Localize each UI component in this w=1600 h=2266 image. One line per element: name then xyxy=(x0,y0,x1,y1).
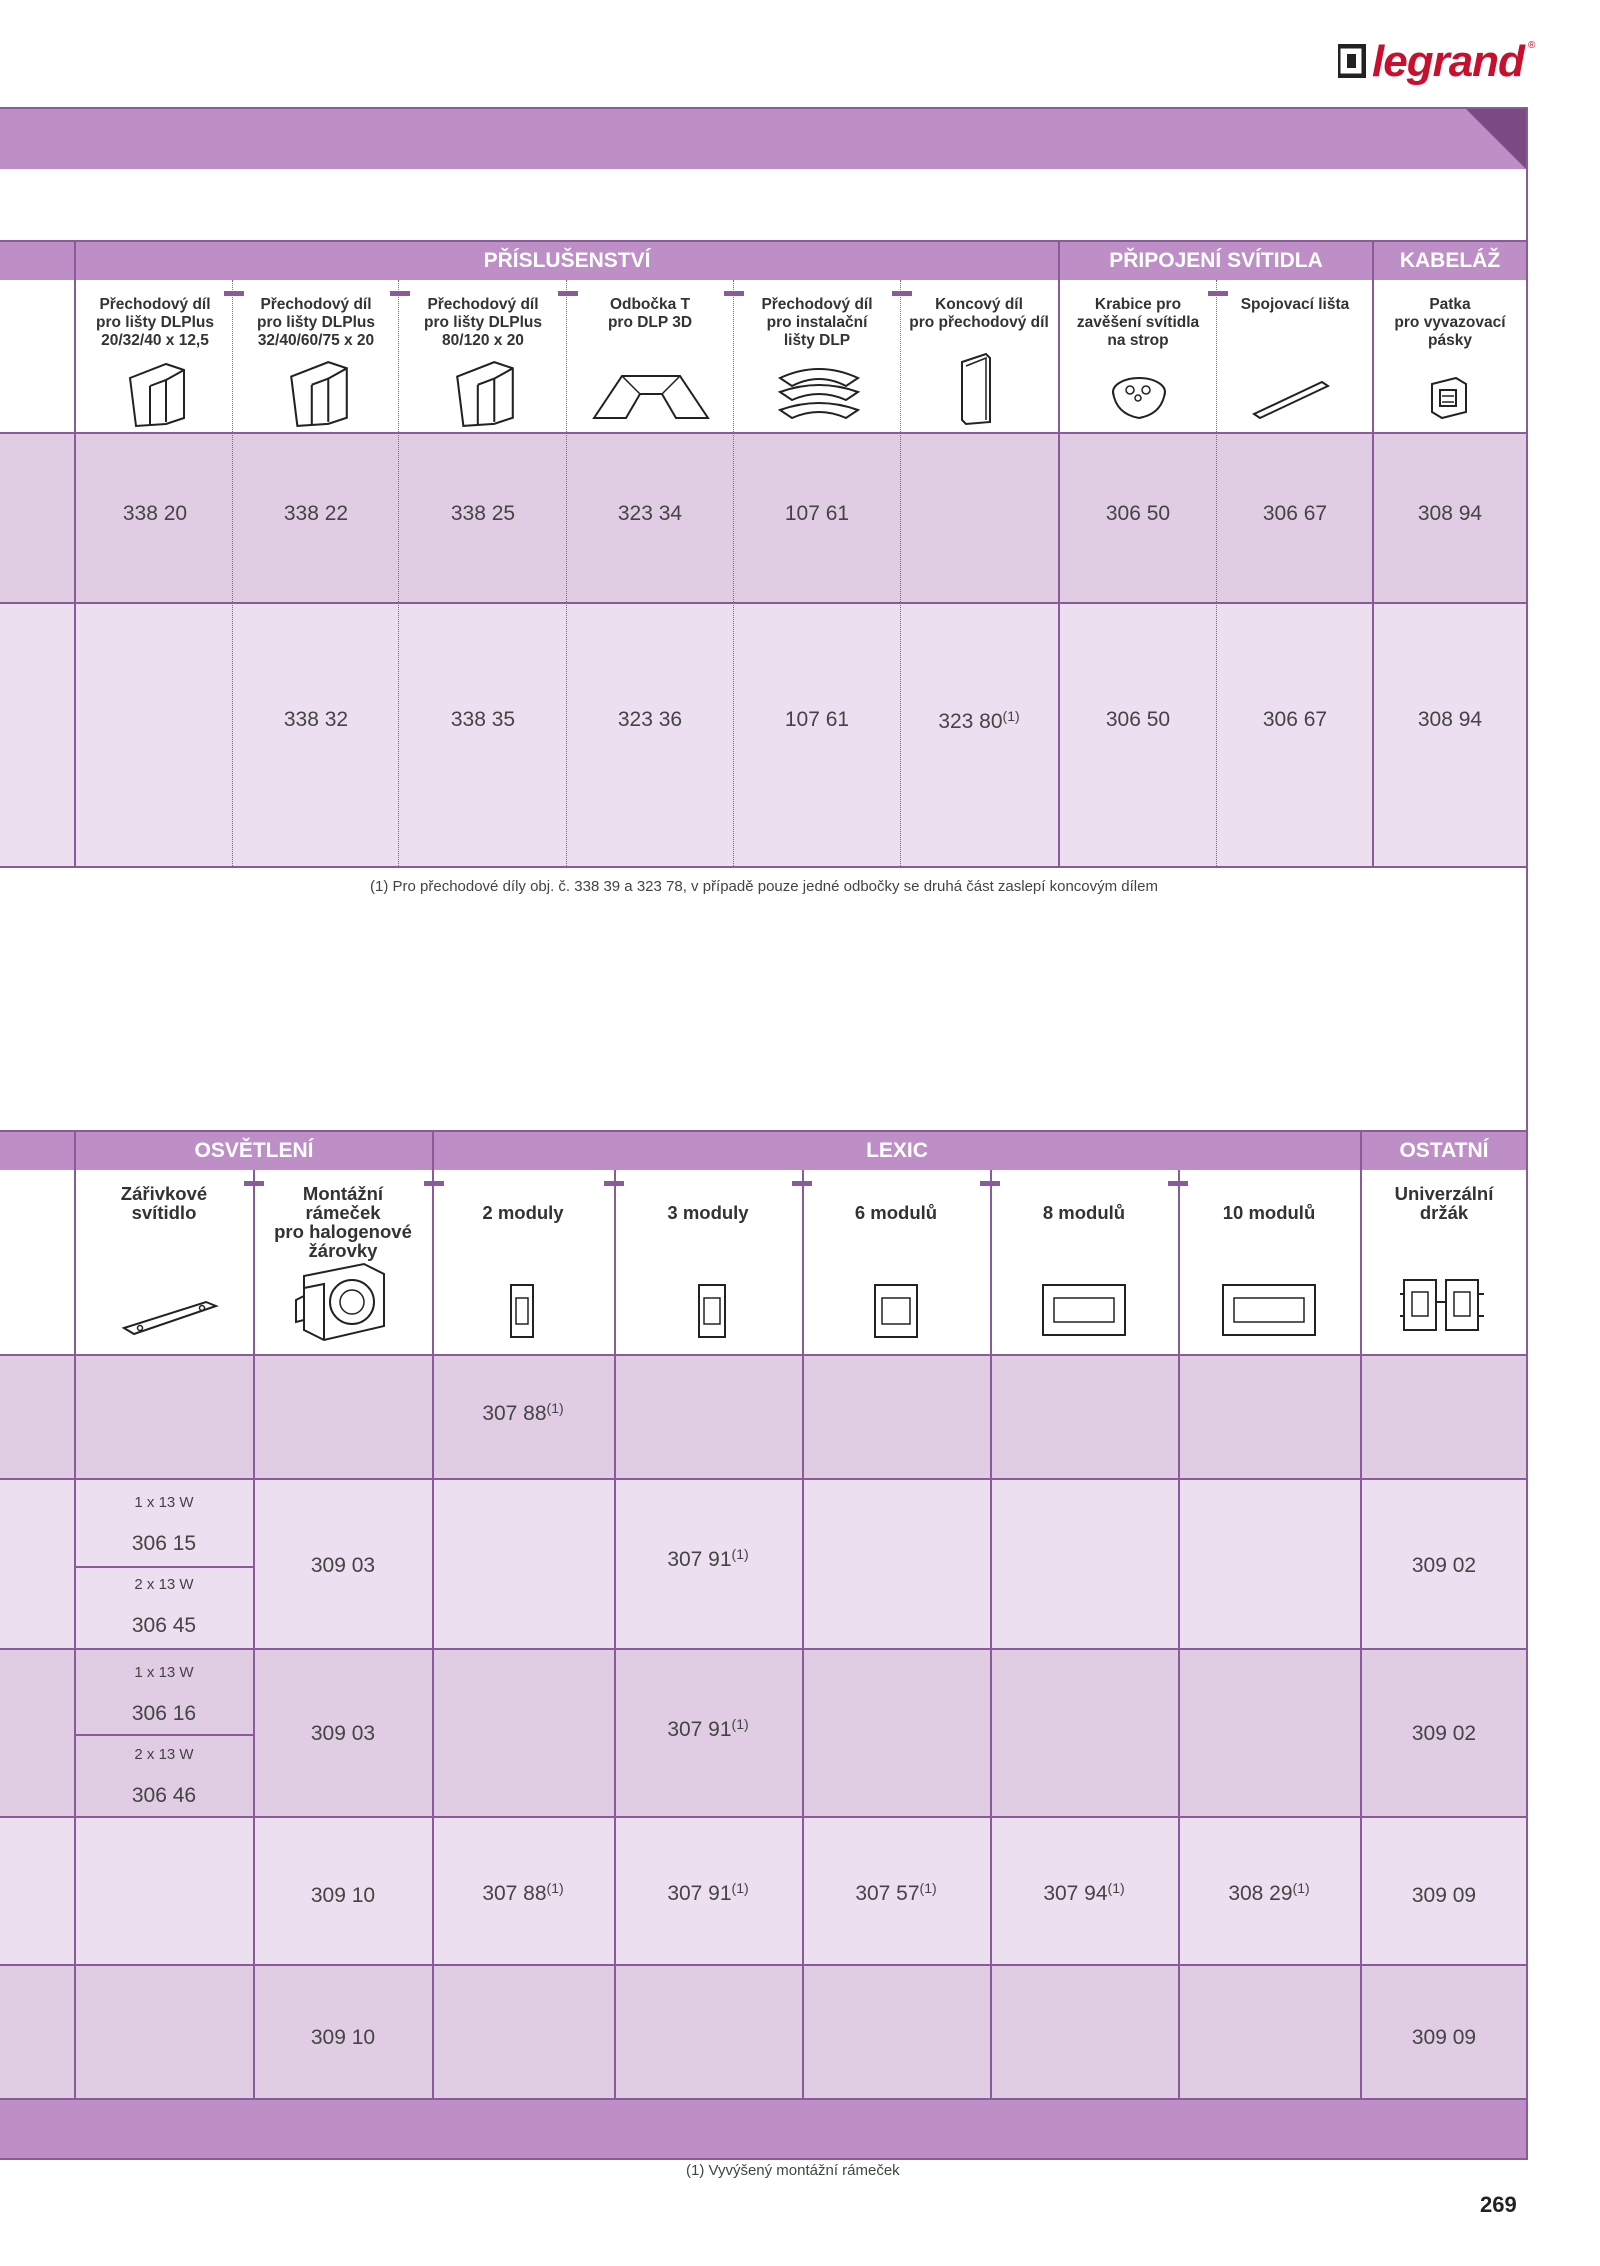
table2-group-osvetleni: OSVĚTLENÍ xyxy=(76,1132,432,1170)
t2-col-5-header: 6 modulů xyxy=(854,1202,938,1223)
t1-r1-c1: 338 20 xyxy=(122,502,188,525)
t2-col-8-header: Univerzální držák xyxy=(1394,1183,1494,1223)
t1-col-5-header: Přechodový díl pro instalační lišty DLP xyxy=(761,296,873,349)
legrand-mark-icon xyxy=(1338,44,1366,78)
t1-r2-c4: 323 36 xyxy=(617,708,683,731)
lexic-2-module-icon xyxy=(508,1282,538,1342)
table1-group-pripojeni: PŘIPOJENÍ SVÍTIDLA xyxy=(1060,242,1372,280)
t2-r3-lamp-a-spec: 1 x 13 W xyxy=(134,1664,194,1681)
t1-r2-c7: 306 50 xyxy=(1105,708,1171,731)
t1-r1-c2: 338 22 xyxy=(283,502,349,525)
t2-r3-frame: 309 03 xyxy=(310,1722,376,1745)
t1-col-4-header: Odbočka T pro DLP 3D xyxy=(607,296,693,331)
t1-r2-c2: 338 32 xyxy=(283,708,349,731)
table2-row1-bg xyxy=(0,1356,1526,1480)
t1-r2-c6: 323 80$^{(1)}$ xyxy=(938,708,1020,733)
t1-r2-c9: 308 94 xyxy=(1417,708,1483,731)
t2-r4-lexic2: 307 88$^{(1)}$ xyxy=(482,1880,564,1905)
t2-r5-frame: 309 10 xyxy=(310,2026,376,2049)
end-cap-icon xyxy=(956,352,996,426)
t1-r1-c5: 107 61 xyxy=(784,502,850,525)
table1-footnote: (1) Pro přechodové díly obj. č. 338 39 a 323 78, v případě pouze jedné odbočky se druhá část zaslepí koncovým dílem xyxy=(370,878,1158,895)
t2-r4-holder: 309 09 xyxy=(1411,1884,1477,1907)
lexic-6-module-icon xyxy=(872,1282,922,1342)
t1-r1-c7: 306 50 xyxy=(1105,502,1171,525)
t2-col-3-header: 2 moduly xyxy=(482,1202,564,1223)
lexic-8-module-icon xyxy=(1040,1282,1130,1340)
legrand-logo xyxy=(1338,38,1538,88)
brand-registered: ® xyxy=(1528,40,1536,51)
t2-r2-frame: 309 03 xyxy=(310,1554,376,1577)
page-number: 269 xyxy=(1480,2192,1517,2217)
lexic-10-module-icon xyxy=(1220,1282,1320,1340)
t2-r3-lamp-b: 306 46 xyxy=(131,1784,197,1807)
ceiling-box-icon xyxy=(1110,374,1168,422)
t2-r3-lamp-a: 306 16 xyxy=(131,1702,197,1725)
t2-r3-lamp-b-spec: 2 x 13 W xyxy=(134,1746,194,1763)
t2-r2-lamp-b: 306 45 xyxy=(131,1614,197,1637)
t1-r1-c8: 306 67 xyxy=(1262,502,1328,525)
t1-r2-c5: 107 61 xyxy=(784,708,850,731)
t2-r1-lexic2: 307 88$^{(1)}$ xyxy=(482,1400,564,1425)
t2-r4-lexic6: 307 57$^{(1)}$ xyxy=(855,1880,937,1905)
t2-r4-lexic8: 307 94$^{(1)}$ xyxy=(1043,1880,1125,1905)
t1-col-9-header: Patka pro vyvazovací pásky xyxy=(1394,296,1506,349)
t1-r1-c3: 338 25 xyxy=(450,502,516,525)
table1-group-kabelaz: KABELÁŽ xyxy=(1374,242,1526,280)
t1-col-1-header: Přechodový díl pro lišty DLPlus 20/32/40 x 12,5 xyxy=(96,296,214,349)
t2-r3-holder: 309 02 xyxy=(1411,1722,1477,1745)
t1-r1-c4: 323 34 xyxy=(617,502,683,525)
t1-r1-c9: 308 94 xyxy=(1417,502,1483,525)
t2-col-6-header: 8 modulů xyxy=(1042,1202,1126,1223)
t2-r5-holder: 309 09 xyxy=(1411,2026,1477,2049)
t1-r2-c3: 338 35 xyxy=(450,708,516,731)
t-junction-icon xyxy=(592,370,710,422)
t2-r4-lexic10: 308 29$^{(1)}$ xyxy=(1228,1880,1310,1905)
transition-piece-icon xyxy=(126,360,188,428)
t2-r2-lamp-a: 306 15 xyxy=(131,1532,197,1555)
t2-r4-frame: 309 10 xyxy=(310,1884,376,1907)
table2-group-left-stub xyxy=(0,1132,74,1170)
bottom-band xyxy=(0,2098,1526,2158)
t2-col-7-header: 10 modulů xyxy=(1222,1202,1316,1223)
t2-col-1-header: Zářivkové svítidlo xyxy=(120,1183,208,1223)
table2-row5-bg xyxy=(0,1966,1526,2098)
cable-tie-base-icon xyxy=(1426,374,1474,424)
t1-col-3-header: Přechodový díl pro lišty DLPlus 80/120 x 20 xyxy=(424,296,542,349)
t1-col-7-header: Krabice pro zavěšení svítidla na strop xyxy=(1076,296,1200,349)
t2-col-4-header: 3 moduly xyxy=(667,1202,749,1223)
t1-col-6-header: Koncový díl pro přechodový díl xyxy=(909,296,1049,331)
halogen-frame-icon xyxy=(294,1260,390,1344)
table2-group-ostatni: OSTATNÍ xyxy=(1362,1132,1526,1170)
t2-r2-lamp-a-spec: 1 x 13 W xyxy=(134,1494,194,1511)
corner-fold-icon xyxy=(1466,109,1526,169)
table1-group-prislusenstvi: PŘÍSLUŠENSTVÍ xyxy=(76,242,1058,280)
top-band xyxy=(0,109,1526,169)
t1-r2-c8: 306 67 xyxy=(1262,708,1328,731)
lexic-3-module-icon xyxy=(696,1282,730,1342)
t2-r2-holder: 309 02 xyxy=(1411,1554,1477,1577)
table2-footnote: (1) Vyvýšený montážní rámeček xyxy=(686,2162,900,2179)
t2-r3-lexic3: 307 91$^{(1)}$ xyxy=(667,1716,749,1741)
fluorescent-lamp-icon xyxy=(120,1298,220,1338)
t2-r2-lamp-b-spec: 2 x 13 W xyxy=(134,1576,194,1593)
t2-r4-lexic3: 307 91$^{(1)}$ xyxy=(667,1880,749,1905)
table1-group-left-stub xyxy=(0,242,74,280)
t1-col-8-header: Spojovací lišta xyxy=(1240,296,1350,313)
t2-r2-lexic3: 307 91$^{(1)}$ xyxy=(667,1546,749,1571)
brand-name: legrand xyxy=(1372,37,1524,86)
table2-group-lexic: LEXIC xyxy=(434,1132,1360,1170)
curved-transition-icon xyxy=(776,362,862,424)
connecting-strip-icon xyxy=(1252,378,1330,420)
transition-piece-icon xyxy=(286,358,352,428)
t1-col-2-header: Přechodový díl pro lišty DLPlus 32/40/60/75 x 20 xyxy=(257,296,375,349)
table1-row2-bg xyxy=(0,604,1526,868)
transition-piece-icon xyxy=(452,358,518,428)
t2-col-2-header: Montážní rámeček pro halogenové žárovky xyxy=(274,1183,412,1261)
universal-holder-icon xyxy=(1398,1272,1488,1338)
